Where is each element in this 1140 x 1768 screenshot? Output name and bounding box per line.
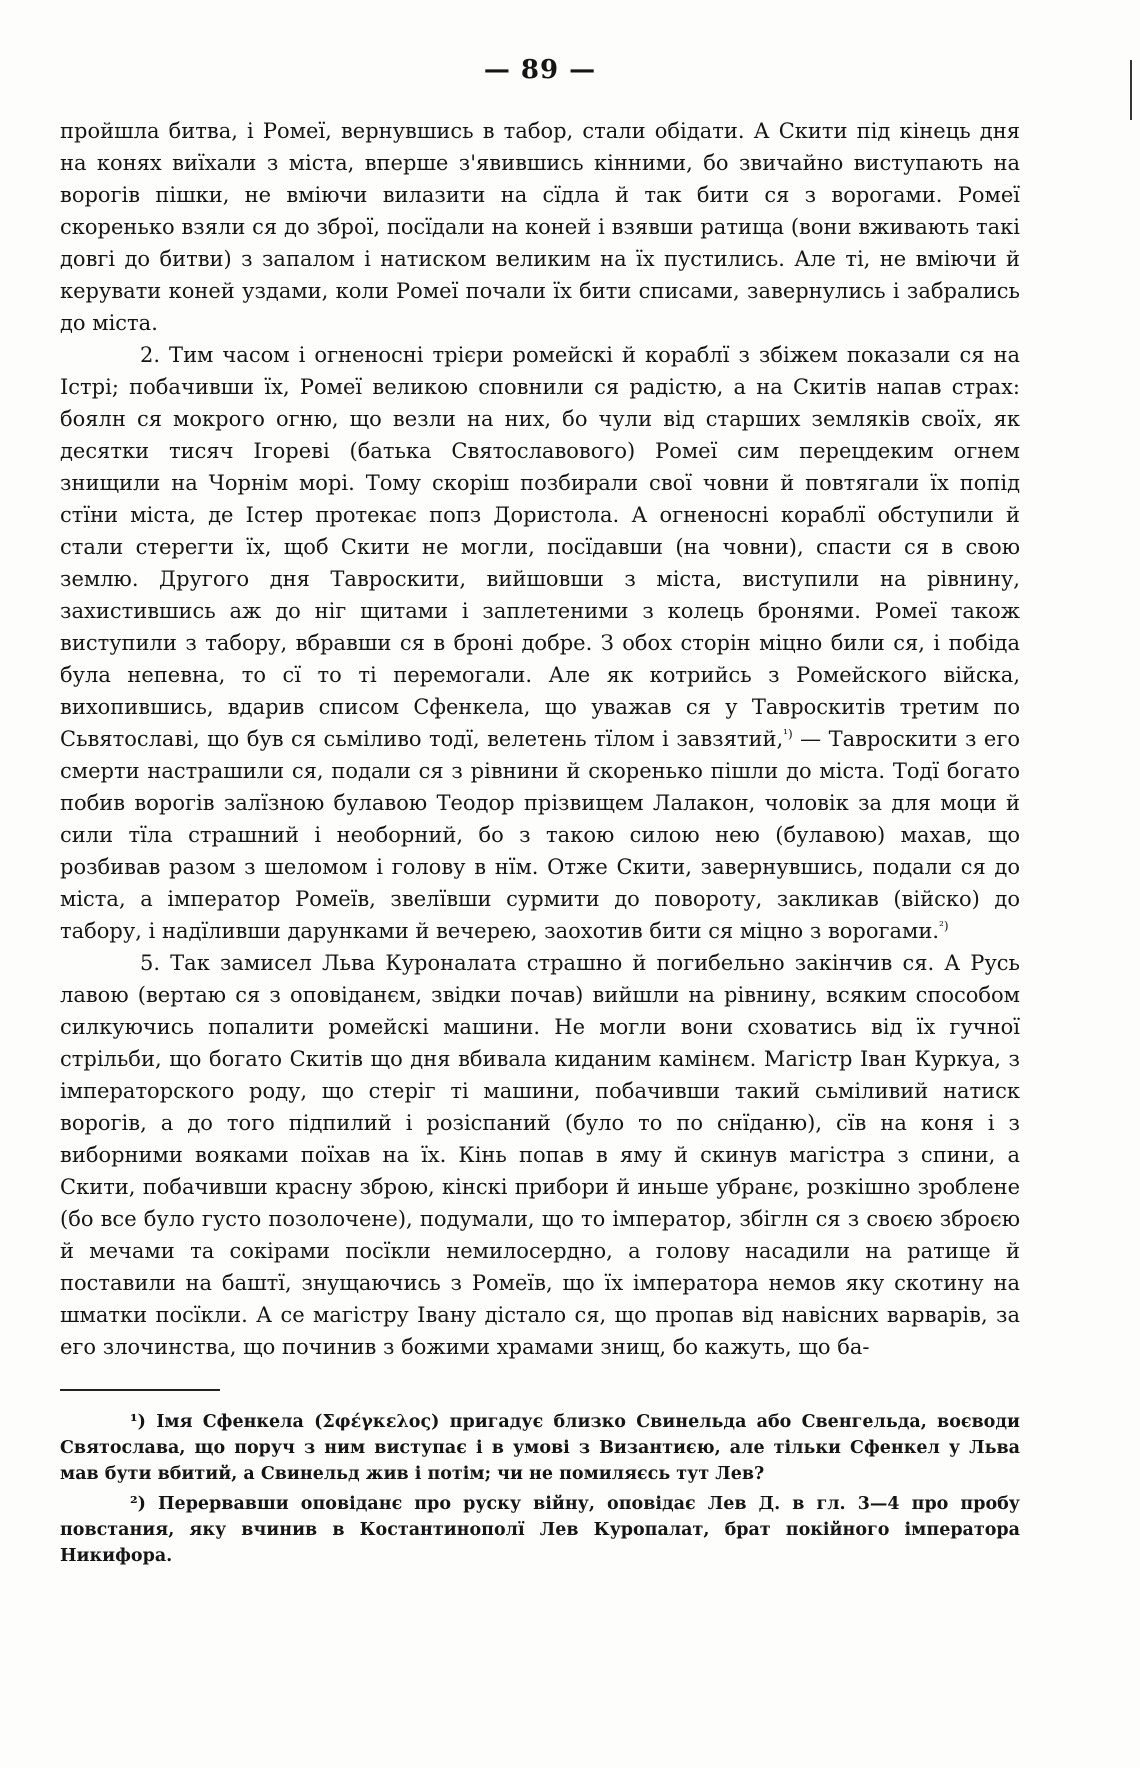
- footnote-2-mark: ²): [130, 1494, 146, 1514]
- scan-edge-mark: [1130, 60, 1132, 120]
- paragraph-3: 5. Так замисел Льва Куроналата страшно й погибельно закінчив ся. А Русь лавою (вертаю ся з оповіданєм, звідки почав) вийшли на рівнину, всяким способом силкуючись попалити ромейскі машини. Не могли вони сховатись від їх гучної стрільби, що богато Скитів що дня вбивала киданим камінєм. Магістр Іван Куркуа, з імператорского роду, що стеріг ті машини, побачивши такий сьміливий натиск ворогів, а до того підпилий і розіспаний (було то по снїданю), сїв на коня і з виборними вояками поїхав на їх. Кінь попав в яму й скинув магістра з спини, а Скити, побачивши красну зброю, кінскі прибори й иньше убранє, розкішно зроблене (бо все було густо позолочене), подумали, що то імператор, збіглн ся з своєю зброєю й мечами та сокірами посїкли немилосердно, а голову насадили на ратище й поставили на баштї, знущаючись з Ромеїв, що їх імператора немов яку скотину на шматки посїкли. А се магістру Івану дістало ся, що пропав від навісних варварів, за его злочинства, що починив з божими храмами знищ, бо кажуть, що ба-: [60, 951, 1020, 1359]
- paragraph-2-continuation: — Тавроскити з его смерти настрашили ся, подали ся з рівнини й скоренько пішли до міста. Тодї богато побив ворогів залїзною булавою Теодор прізвищем Лалакон, чоловік за для моци й сили тїла страшний і необорний, бо з такою силою нею (булавою) махав, що розбивав разом з шеломом і голову в нїм. Отже Скити, завернувшись, подали ся до міста, а імператор Ромеїв, звелївши сурмити до повороту, закликав (війско) до табору, і надїливши дарунками й вечерею, заохотив бити ся міцно з ворогами.: [60, 727, 1020, 943]
- page-number: — 89 —: [483, 55, 597, 85]
- paragraph-2-text: 2. Тим часом і огненосні трієри ромейскі й кораблї з збіжем показали ся на Істрі; побачивши їх, Ромеї великою сповнили ся радістю, а на Скитів напав страх: боялн ся мокрого огню, що везли на них, бо чули від старших земляків своїх, як десятки тисяч Ігореві (батька Святославового) Ромеї сим перецдеким огнем знищили на Чорнім морі. Тому скоріш позбирали свої човни й повтягали їх попід стїни міста, де Істер протекає попз Дористола. А огненосні кораблї обступили й стали стерегти їх, щоб Скити не могли, посїдавши (на човни), спасти ся в свою землю. Другого дня Тавроскити, вийшовши з міста, виступили на рівнину, захистившись аж до ніг щитами і заплетеними з колець бронями. Ромеї також виступили з табору, вбравши ся в броні добре. З обох сторін міцно били ся, і побіда була непевна, то сї то ті перемогали. Але як котрийсь з Ромейского війска, вихопившись, вдарив списом Сфенкела, що уважав ся у Тавроскитів третим по Сьвятославі, що був ся сьміливо тодї, велетень тїлом і завзятий,: [60, 343, 1020, 751]
- footnote-ref-2: ²): [939, 919, 949, 933]
- paragraph-1: пройшла битва, і Ромеї, вернувшись в табор, стали обідати. А Скити під кінець дня на конях виїхали з міста, вперше з'явившись кінними, бо звичайно виступають на ворогів пішки, не вміючи вилазити на сїдла й так бити ся з ворогами. Ромеї скоренько взяли ся до зброї, посїдали на коней і взявши ратища (вони вживають такі довгі до битви) з запалом і натиском великим на їх пустились. Але ті, не вміючи й керувати коней уздами, коли Ромеї почали їх бити списами, завернулись і забрались до міста.: [60, 119, 1020, 335]
- footnote-1: [60, 1409, 1020, 1487]
- book-page: [60, 55, 1020, 1573]
- paragraph-2: [60, 339, 1020, 947]
- footnote-2: [60, 1491, 1020, 1569]
- footnote-ref-1: ¹): [783, 727, 793, 741]
- footnote-divider: [60, 1389, 220, 1391]
- main-text: [60, 115, 1020, 1363]
- footnote-1-text: Імя Сфенкела (Σφέγκελος) пригадує близко Свинельда або Свенгельда, воєводи Святослава, що поруч з ним виступає і в умові з Византиєю, але тільки Сфенкел у Льва мав бути вбитий, а Свинельд жив і потім; чи не помиляєсь тут Лев?: [60, 1412, 1020, 1484]
- footnote-2-text: Перервавши оповіданє про руску війну, оповідає Лев Д. в гл. 3—4 про пробу повстания, яку вчинив в Костантинополї Лев Куропалат, брат покійного імператора Никифора.: [60, 1494, 1021, 1566]
- footnotes: [60, 1409, 1020, 1569]
- footnote-1-mark: ¹): [130, 1412, 146, 1432]
